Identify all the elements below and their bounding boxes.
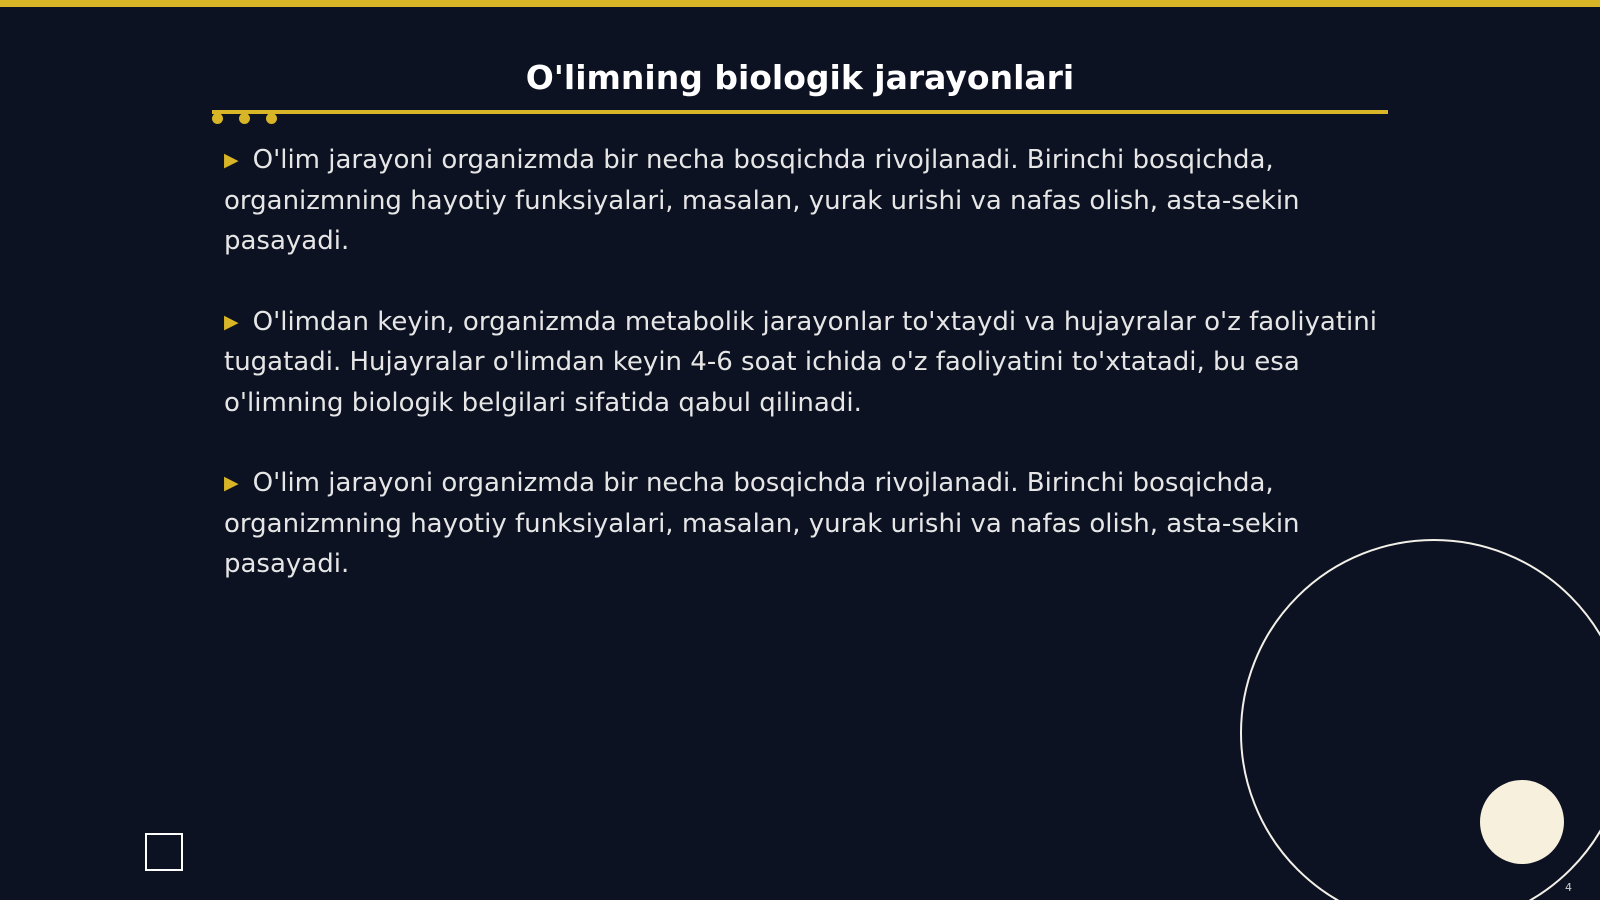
bullet-paragraph xyxy=(224,463,1394,585)
decor-dot xyxy=(239,113,250,124)
decor-dot xyxy=(212,113,223,124)
bullet-arrow-icon: ▶ xyxy=(224,310,239,333)
bullet-list xyxy=(224,140,1394,625)
bullet-text: O'lim jarayoni organizmda bir necha bosqichda rivojlanadi. Birinchi bosqichda, organizmning hayotiy funksiyalari, masalan, yurak urishi va nafas olish, asta-sekin pasayadi. xyxy=(224,145,1300,256)
decor-dot xyxy=(266,113,277,124)
bullet-text: O'limdan keyin, organizmda metabolik jarayonlar to'xtaydi va hujayralar o'z faoliyatini tugatadi. Hujayralar o'limdan keyin 4-6 soat ichida o'z faoliyatini to'xtatadi, bu esa o'limning biologik belgilari sifatida qabul qilinadi. xyxy=(224,306,1377,418)
slide-title: O'limning biologik jarayonlari xyxy=(525,58,1075,97)
top-accent-bar xyxy=(0,0,1600,7)
bullet-text: O'lim jarayoni organizmda bir necha bosqichda rivojlanadi. Birinchi bosqichda, organizmning hayotiy funksiyalari, masalan, yurak urishi va nafas olish, asta-sekin pasayadi. xyxy=(224,468,1300,579)
page-number: 4 xyxy=(1565,881,1572,894)
decor-circle-filled xyxy=(1480,780,1564,864)
decor-square-outline xyxy=(145,833,183,871)
bullet-arrow-icon: ▶ xyxy=(224,149,239,171)
bullet-paragraph xyxy=(224,140,1394,262)
title-underline xyxy=(212,110,1388,114)
bullet-paragraph xyxy=(224,302,1394,424)
bullet-arrow-icon: ▶ xyxy=(224,472,239,494)
